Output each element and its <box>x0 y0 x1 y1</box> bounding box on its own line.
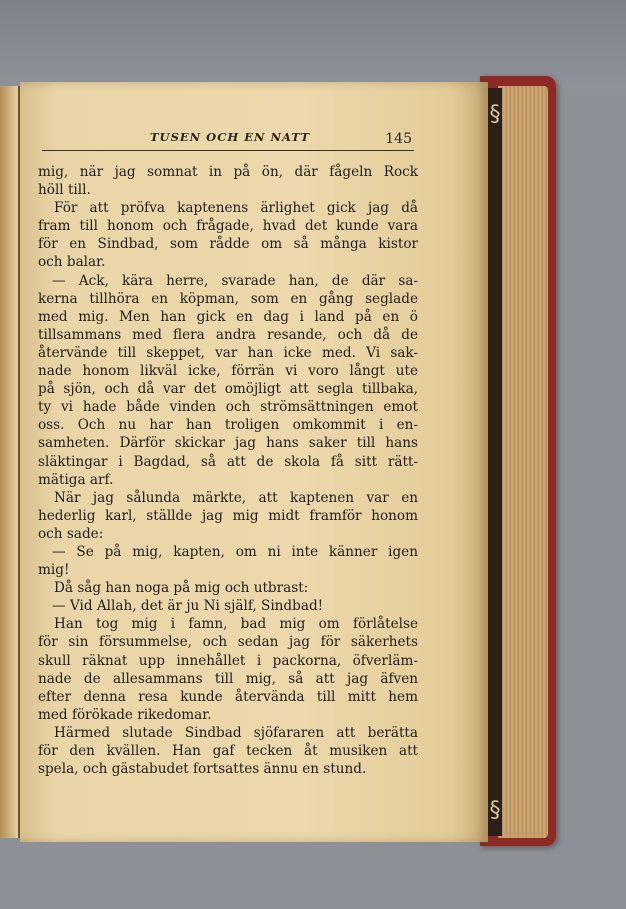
text-line: mätiga arf. <box>38 471 114 488</box>
text-line: mig, när jag somnat in på ön, där fågeln Rock <box>38 164 418 180</box>
text-line: släktingar i Bagdad, så att de skola få sitt rätt- <box>38 453 418 470</box>
text-line: nade de allesammans till mig, så att jag äfven <box>38 670 418 687</box>
text-line: med förökade rikedomar. <box>38 706 212 723</box>
spine-ornament-icon: § <box>489 102 501 127</box>
text-line: spela, och gästabudet fortsattes ännu en stund. <box>38 761 367 778</box>
left-page-edge <box>0 86 20 838</box>
text-line: med mig. Men han gick en dag i land på en ö <box>38 308 418 325</box>
text-line: skull räknat upp innehållet i packorna, öfverläm- <box>38 652 418 669</box>
text-line: tillsammans med flera andra resande, och då de <box>38 326 418 343</box>
text-line: nade honom likväl icke, förrän vi voro långt ute <box>38 363 418 380</box>
text-line: höll till. <box>38 182 91 199</box>
text-line: — Se på mig, kapten, om ni inte känner igen <box>52 543 418 560</box>
text-line: Härmed slutade Sindbad sjöfararen att berätta <box>54 724 418 741</box>
open-book <box>0 76 556 846</box>
text-line: och sade: <box>38 525 104 542</box>
text-line: oss. Och nu har han troligen omkommit i en- <box>38 417 418 434</box>
text-line: för den kvällen. Han gaf tecken åt musiken att <box>38 743 418 759</box>
page-body <box>38 163 418 778</box>
text-line: och balar. <box>38 254 106 271</box>
text-line: återvände till skeppet, var han icke med. Vi sak- <box>38 344 418 361</box>
running-title: TUSEN OCH EN NATT <box>150 130 311 144</box>
text-line: Han tog mig i famn, bad mig om förlåtelse <box>54 616 418 633</box>
text-line: för sin försummelse, och sedan jag för säkerhets <box>38 634 418 651</box>
text-line: kerna tillhöra en köpman, som en gång seglade <box>38 290 418 307</box>
text-line: För att pröfva kaptenens ärlighet gick jag då <box>54 200 418 217</box>
page-number: 145 <box>385 131 412 147</box>
text-line: samheten. Därför skickar jag hans saker till hans <box>38 435 418 452</box>
text-line: hederlig karl, ställde jag mig midt framför honom <box>38 507 418 524</box>
text-line: ty vi hade både vinden och strömsättningen emot <box>38 399 418 416</box>
text-line: — Ack, kära herre, svarade han, de där sa- <box>52 272 418 289</box>
text-line: Då såg han noga på mig och utbrast: <box>54 580 309 597</box>
book-spine-binding <box>486 88 502 836</box>
text-line: mig! <box>38 562 70 579</box>
text-line: fram till honom och frågade, hvad det kunde vara <box>38 218 418 235</box>
text-line: efter denna resa kunde återvända till mitt hem <box>38 688 418 705</box>
text-line: — Vid Allah, det är ju Ni själf, Sindbad! <box>52 598 324 615</box>
text-line: När jag sålunda märkte, att kaptenen var en <box>54 489 418 506</box>
page-stack <box>498 86 548 838</box>
text-line: för en Sindbad, som rådde om så många kistor <box>38 236 418 253</box>
text-line: på sjön, och då var det omöjligt att segla tillbaka, <box>38 381 418 398</box>
page-header <box>42 130 414 151</box>
spine-ornament-icon: § <box>489 798 501 823</box>
